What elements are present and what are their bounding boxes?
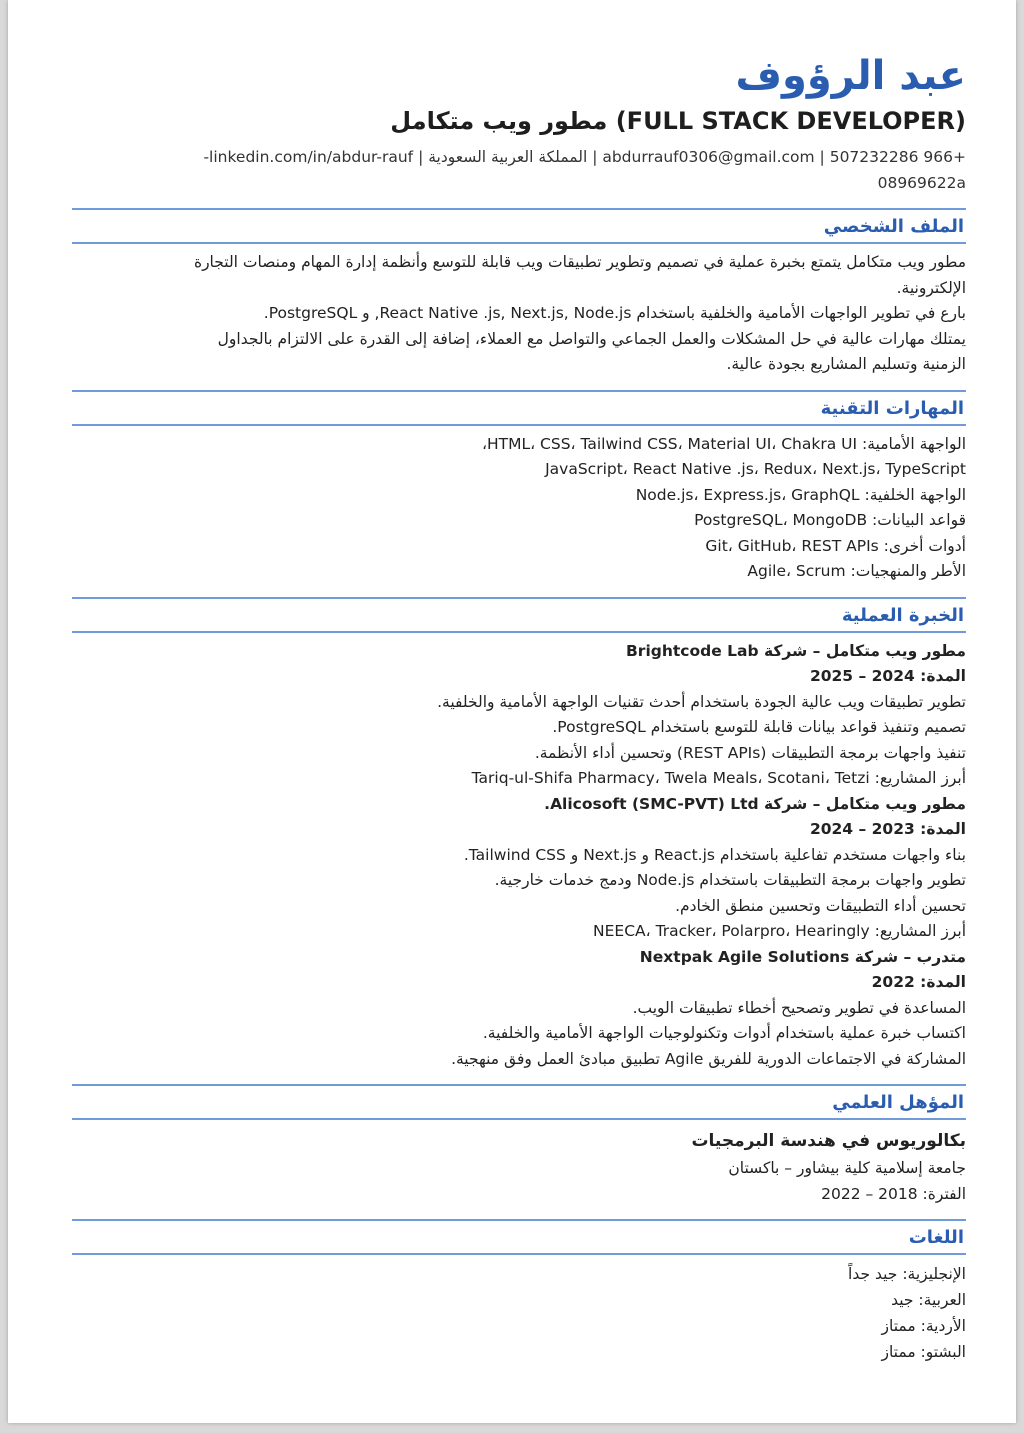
skill-line: قواعد البيانات: PostgreSQL، MongoDB bbox=[694, 511, 966, 529]
skill-line: الواجهة الأمامية: HTML، CSS، Tailwind CSS، Material UI، Chakra UI، bbox=[481, 434, 966, 453]
section-header bbox=[72, 208, 966, 244]
profile-line: بارع في تطوير الواجهات الأمامية والخلفية باستخدام React Native .js, Next.js, Node.js, و PostgreSQL. bbox=[263, 304, 966, 322]
profile-line: الإلكترونية. bbox=[896, 278, 966, 297]
language-item: البشتو: ممتاز bbox=[881, 1343, 966, 1361]
job-role: مطور ويب متكامل – شركة Alicosoft (SMC-PVT) Ltd. bbox=[544, 794, 966, 813]
profile-line: يمتلك مهارات عالية في حل المشكلات والعمل الجماعي والتواصل مع العملاء، إضافة إلى القدرة على الالتزام بالجداول bbox=[217, 329, 966, 348]
skills-section bbox=[72, 390, 966, 585]
job-entry bbox=[72, 639, 966, 792]
job-bullet: تصميم وتنفيذ قواعد بيانات قابلة للتوسع باستخدام PostgreSQL. bbox=[552, 718, 966, 736]
language-item: العربية: جيد bbox=[891, 1291, 966, 1309]
profile-line: الزمنية وتسليم المشاريع بجودة عالية. bbox=[726, 355, 966, 373]
section-title: الملف الشخصي bbox=[823, 216, 964, 237]
section-header bbox=[72, 1219, 966, 1255]
section-title: المهارات التقنية bbox=[820, 397, 964, 419]
profile-line: مطور ويب متكامل يتمتع بخبرة عملية في تصميم وتطوير تطبيقات ويب قابلة للتوسع وأنظمة إدارة المهام ومنصات التجارة bbox=[193, 253, 966, 271]
job-entry bbox=[72, 945, 966, 1073]
job-bullet: بناء واجهات مستخدم تفاعلية باستخدام React.js و Next.js و Tailwind CSS. bbox=[463, 845, 966, 864]
candidate-name: عبد الرؤوف bbox=[735, 53, 966, 99]
language-item: الإنجليزية: جيد جداً bbox=[848, 1265, 966, 1283]
section-header bbox=[72, 1084, 966, 1120]
section-title: الخبرة العملية bbox=[841, 604, 964, 626]
job-bullet: تطوير واجهات برمجة التطبيقات باستخدام Node.js ودمج خدمات خارجية. bbox=[494, 871, 966, 889]
institution-name: جامعة إسلامية كلية بيشاور – باكستان bbox=[728, 1159, 966, 1177]
section-header bbox=[72, 597, 966, 633]
job-bullet: المساعدة في تطوير وتصحيح أخطاء تطبيقات الويب. bbox=[632, 998, 966, 1017]
job-bullet: أبرز المشاريع: NEECA، Tracker، Polarpro، Hearingly bbox=[593, 922, 966, 940]
section-title: اللغات bbox=[908, 1227, 964, 1248]
section-title: المؤهل العلمي bbox=[832, 1092, 964, 1113]
job-role: متدرب – شركة Nextpak Agile Solutions bbox=[639, 947, 966, 966]
contact-line: +966 507232286 | abdurrauf0306@gmail.com | المملكة العربية السعودية | linkedin.com/in/abdur-rauf- bbox=[203, 148, 966, 166]
languages-section bbox=[72, 1219, 966, 1365]
job-bullet: أبرز المشاريع: Tariq-ul-Shifa Pharmacy، Twela Meals، Scotani، Tetzi bbox=[471, 769, 966, 787]
skill-line: الأطر والمنهجيات: Agile، Scrum bbox=[747, 562, 966, 580]
experience-section bbox=[72, 597, 966, 1073]
skill-line: الواجهة الخلفية: Node.js، Express.js، GraphQL bbox=[635, 485, 966, 504]
job-period: المدة: 2024 – 2025 bbox=[809, 667, 966, 685]
job-entry bbox=[72, 792, 966, 945]
degree-title: بكالوريوس في هندسة البرمجيات bbox=[691, 1131, 966, 1151]
resume-content bbox=[72, 50, 966, 1365]
skill-line: JavaScript، React Native .js، Redux، Next.js، TypeScript bbox=[545, 460, 966, 478]
job-bullet: تنفيذ واجهات برمجة التطبيقات (REST APIs) وتحسين أداء الأنظمة. bbox=[534, 743, 966, 762]
contact-line: 08969622a bbox=[877, 174, 966, 192]
education-section bbox=[72, 1084, 966, 1207]
job-bullet: المشاركة في الاجتماعات الدورية للفريق Agile تطبيق مبادئ العمل وفق منهجية. bbox=[451, 1049, 966, 1068]
job-period: المدة: 2022 bbox=[871, 973, 966, 991]
job-role: مطور ويب متكامل – شركة Brightcode Lab bbox=[625, 641, 966, 660]
contact-info bbox=[72, 144, 966, 196]
skill-line: أدوات أخرى: Git، GitHub، REST APIs bbox=[705, 536, 966, 555]
job-headline: (FULL STACK DEVELOPER) مطور ويب متكامل bbox=[390, 107, 966, 135]
education-period: الفترة: 2018 – 2022 bbox=[821, 1184, 966, 1203]
job-bullet: اكتساب خبرة عملية باستخدام أدوات وتكنولوجيات الواجهة الأمامية والخلفية. bbox=[482, 1024, 966, 1042]
section-header bbox=[72, 390, 966, 426]
job-period: المدة: 2023 – 2024 bbox=[809, 820, 966, 838]
resume-page bbox=[8, 0, 1016, 1423]
language-item: الأردية: ممتاز bbox=[881, 1317, 966, 1335]
job-bullet: تحسين أداء التطبيقات وتحسين منطق الخادم. bbox=[675, 896, 966, 915]
profile-section bbox=[72, 208, 966, 378]
job-bullet: تطوير تطبيقات ويب عالية الجودة باستخدام أحدث تقنيات الواجهة الأمامية والخلفية. bbox=[437, 692, 966, 711]
